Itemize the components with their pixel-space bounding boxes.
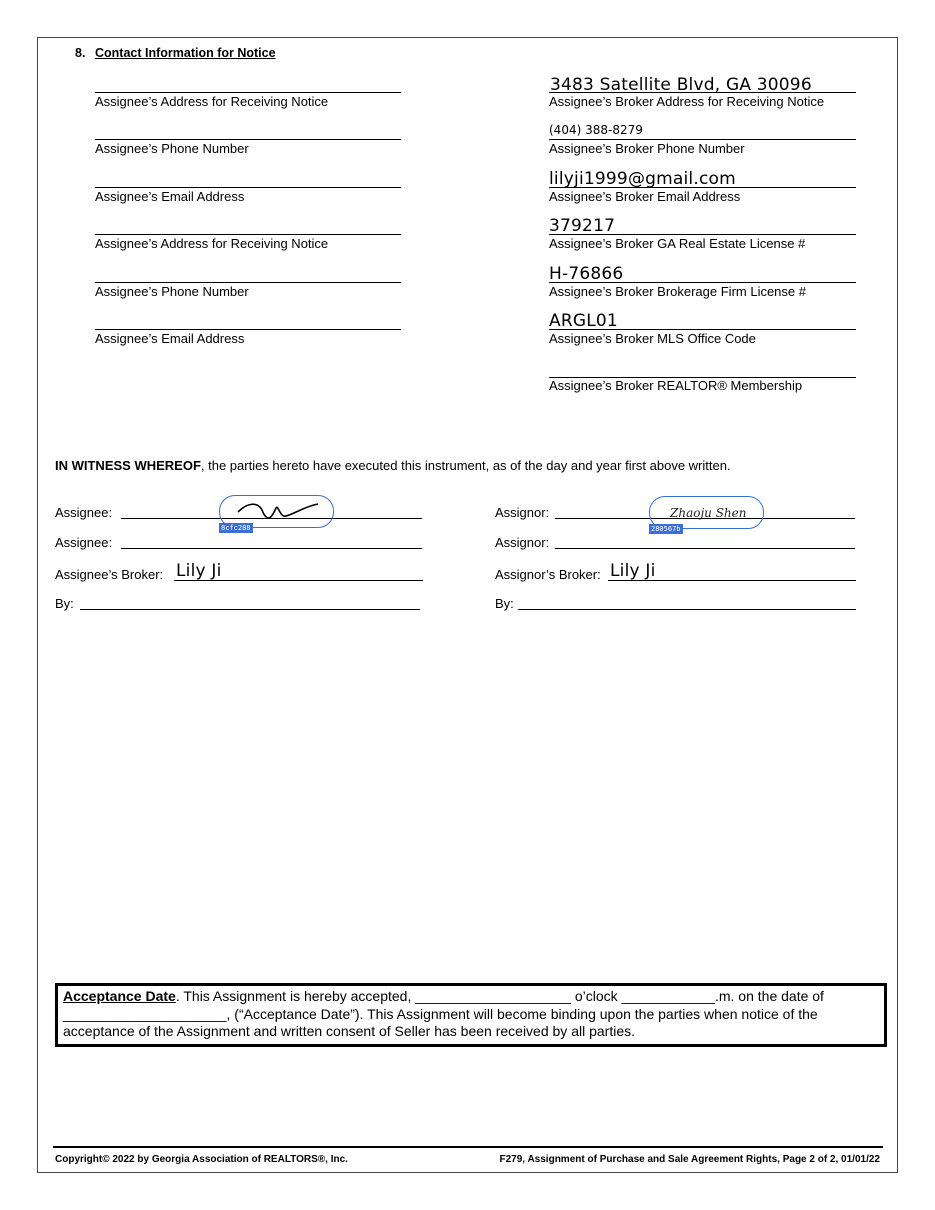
field-label: Assignee’s Broker GA Real Estate License # <box>549 236 806 251</box>
acceptance-line-1: Acceptance Date. This Assignment is hereby accepted, ____________________ o’clock ____________.m. on the date of <box>63 988 824 1004</box>
footer-rule <box>53 1146 883 1148</box>
assignor-signature-id: 280567b <box>651 525 681 533</box>
field-label: Assignee’s Broker Email Address <box>549 189 741 204</box>
field-value[interactable]: H-76866 <box>549 264 624 284</box>
by-label: By: <box>55 596 74 611</box>
assignor-signature-line[interactable] <box>555 548 855 549</box>
field-label: Assignee’s Broker MLS Office Code <box>549 331 756 346</box>
field-label: Assignee’s Address for Receiving Notice <box>95 94 329 109</box>
assignee-signature-line[interactable] <box>121 548 422 549</box>
assignee-broker-label: Assignee’s Broker: <box>55 567 164 582</box>
field-label: Assignee’s Email Address <box>95 189 245 204</box>
footer-form-id: F279, Assignment of Purchase and Sale Agreement Rights, Page 2 of 2, 01/01/22 <box>499 1154 880 1165</box>
field-label: Assignee’s Broker REALTOR® Membership <box>549 378 803 393</box>
field-value[interactable]: 3483 Satellite Blvd, GA 30096 <box>550 75 812 95</box>
assignor-signature: Zhaoju Shen <box>670 506 747 520</box>
assignee-label: Assignee: <box>55 535 113 550</box>
acceptance-date-box <box>55 983 887 1047</box>
assignor-broker-name[interactable]: Lily Ji <box>610 561 656 581</box>
assignee-label: Assignee: <box>55 505 113 520</box>
acceptance-line-2: _____________________, (“Acceptance Date”). This Assignment will become binding upon the parties when notice of the <box>63 1005 818 1022</box>
acceptance-line-3: acceptance of the Assignment and written consent of Seller has been received by all parties. <box>63 1023 636 1039</box>
section-number: 8. <box>75 46 86 60</box>
footer-copyright: Copyright© 2022 by Georgia Association of REALTORS®, Inc. <box>55 1154 348 1165</box>
section-title: Contact Information for Notice <box>95 46 276 60</box>
assignee-signature-id: 8cfc288 <box>221 524 251 532</box>
field-label: Assignee’s Broker Address for Receiving Notice <box>549 94 825 109</box>
assignee-broker-name[interactable]: Lily Ji <box>176 561 222 581</box>
by-label: By: <box>495 596 514 611</box>
assignor-broker-label: Assignor’s Broker: <box>495 567 601 582</box>
field-value[interactable]: (404) 388-8279 <box>549 123 643 137</box>
field-label: Assignee’s Broker Phone Number <box>549 141 745 156</box>
assignor-label: Assignor: <box>495 505 550 520</box>
assignor-label: Assignor: <box>495 535 550 550</box>
by-signature-line[interactable] <box>518 609 856 610</box>
field-label: Assignee’s Email Address <box>95 331 245 346</box>
field-value[interactable]: 379217 <box>549 216 616 236</box>
field-label: Assignee’s Address for Receiving Notice <box>95 236 329 251</box>
field-label: Assignee’s Broker Brokerage Firm License # <box>549 284 806 299</box>
field-value[interactable]: ARGL01 <box>549 311 618 331</box>
field-label: Assignee’s Phone Number <box>95 284 249 299</box>
witness-statement: IN WITNESS WHEREOF, the parties hereto have executed this instrument, as of the day and year first above written. <box>55 458 731 473</box>
field-value[interactable]: lilyji1999@gmail.com <box>549 169 736 189</box>
field-label: Assignee’s Phone Number <box>95 141 249 156</box>
by-signature-line[interactable] <box>80 609 420 610</box>
